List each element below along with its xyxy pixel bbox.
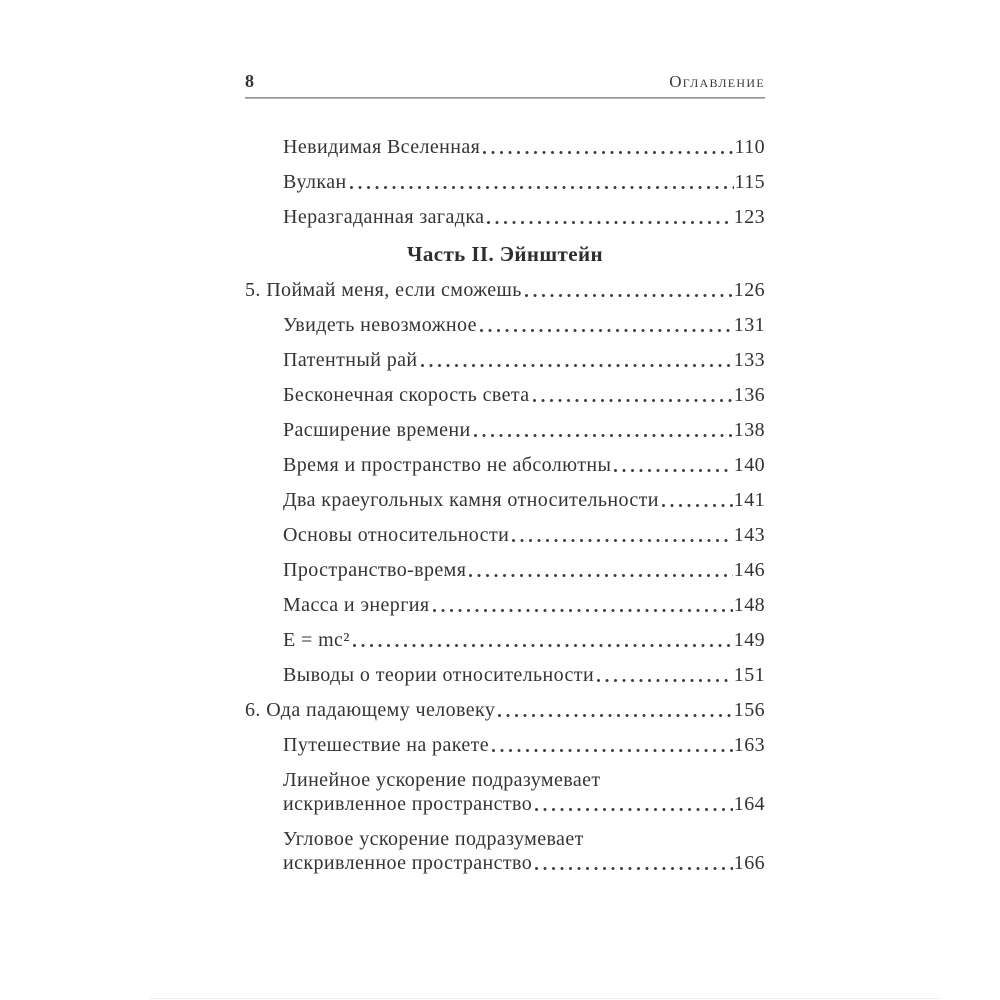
- toc-entry-page: 148: [733, 594, 765, 616]
- page-header: [245, 70, 765, 97]
- toc-entry-title: Увидеть невозможное: [283, 314, 477, 336]
- toc-entry-page: 140: [733, 454, 765, 476]
- dot-leader: [525, 293, 733, 298]
- toc-entry-title: Время и пространство не абсолютны: [283, 454, 612, 476]
- dot-leader: [433, 608, 733, 613]
- toc-entry-page: 156: [733, 699, 765, 721]
- toc-entry-page: 151: [733, 664, 765, 686]
- toc-entry-title: Неразгаданная загадка: [283, 206, 485, 228]
- running-title: Оглавление: [669, 72, 765, 91]
- toc-entry: [245, 418, 765, 442]
- dot-leader: [492, 748, 733, 753]
- toc-entry-title: Масса и энергия: [283, 594, 430, 616]
- toc-entry-title: Выводы о теории относительности: [283, 664, 595, 686]
- toc-entry: [245, 663, 765, 687]
- toc-entry-page: 163: [733, 734, 765, 756]
- toc-entry: [245, 205, 765, 229]
- toc-entry-title: 6. Ода падающему человеку: [245, 699, 496, 721]
- toc-entry-title: Вулкан: [283, 171, 347, 193]
- dot-leader: [487, 220, 732, 225]
- toc-entry: [245, 313, 765, 337]
- toc-entry-page: 136: [733, 384, 765, 406]
- dot-leader: [480, 328, 733, 333]
- dot-leader: [662, 503, 733, 508]
- table-of-contents: [245, 135, 765, 875]
- toc-entry: [245, 768, 765, 816]
- toc-entry-page: 131: [733, 314, 765, 336]
- toc-entry: [245, 523, 765, 547]
- dot-leader: [597, 678, 733, 683]
- toc-entry-title: 5. Поймай меня, если сможешь: [245, 279, 522, 301]
- toc-entry: [245, 593, 765, 617]
- toc-entry-title-line2: искривленное пространство: [283, 852, 533, 874]
- toc-entry: [245, 348, 765, 372]
- page-content: [245, 70, 765, 886]
- toc-entry: [245, 278, 765, 302]
- toc-entry-page: 138: [733, 419, 765, 441]
- toc-entry-page: 149: [733, 629, 765, 651]
- toc-entry-page: 146: [733, 559, 765, 581]
- toc-entry: [245, 453, 765, 477]
- toc-entry-title-line1: Угловое ускорение подразумевает: [283, 828, 584, 850]
- toc-entry: [245, 135, 765, 159]
- toc-entry-page: 115: [734, 171, 765, 193]
- toc-entry-page: 126: [733, 279, 765, 301]
- toc-entry-page: 166: [733, 852, 765, 874]
- dot-leader: [483, 150, 733, 155]
- dot-leader: [498, 713, 733, 718]
- toc-entry: [245, 488, 765, 512]
- toc-entry: [245, 733, 765, 757]
- toc-entry-title: Путешествие на ракете: [283, 734, 490, 756]
- toc-entry-page: 143: [733, 524, 765, 546]
- toc-entry-title-line2: искривленное пространство: [283, 793, 533, 815]
- dot-leader: [535, 866, 733, 871]
- dot-leader: [469, 573, 732, 578]
- dot-leader: [614, 468, 732, 473]
- toc-entry-page: 133: [733, 349, 765, 371]
- toc-entry: [245, 558, 765, 582]
- toc-entry-page: 164: [733, 793, 765, 815]
- toc-entry-title: Пространство-время: [283, 559, 467, 581]
- toc-entry-title: Патентный рай: [283, 349, 418, 371]
- toc-entry: [245, 827, 765, 875]
- toc-entry-title: Расширение времени: [283, 419, 471, 441]
- toc-entry: [245, 170, 765, 194]
- toc-entry-page: 123: [733, 206, 765, 228]
- dot-leader: [353, 643, 733, 648]
- header-rule: [245, 97, 765, 99]
- toc-entry-title: Невидимая Вселенная: [283, 136, 481, 158]
- toc-entry-page: 110: [734, 136, 765, 158]
- dot-leader: [535, 807, 733, 812]
- part-heading: Часть II. Эйнштейн: [407, 242, 603, 266]
- toc-entry-title: E = mc²: [283, 629, 350, 651]
- dot-leader: [512, 538, 733, 543]
- page-bottom-edge: [150, 998, 940, 999]
- toc-entry: [245, 383, 765, 407]
- page-number: 8: [245, 71, 254, 91]
- toc-entry: [245, 628, 765, 652]
- dot-leader: [474, 433, 733, 438]
- toc-entry: [245, 698, 765, 722]
- toc-entry-title: Два краеугольных камня относительности: [283, 489, 659, 511]
- toc-entry-title-line1: Линейное ускорение подразумевает: [283, 769, 601, 791]
- toc-entry-page: 141: [733, 489, 765, 511]
- toc-entry-title: Бесконечная скорость света: [283, 384, 530, 406]
- dot-leader: [421, 363, 733, 368]
- toc-entry-title: Основы относительности: [283, 524, 510, 546]
- dot-leader: [350, 185, 734, 190]
- dot-leader: [533, 398, 733, 403]
